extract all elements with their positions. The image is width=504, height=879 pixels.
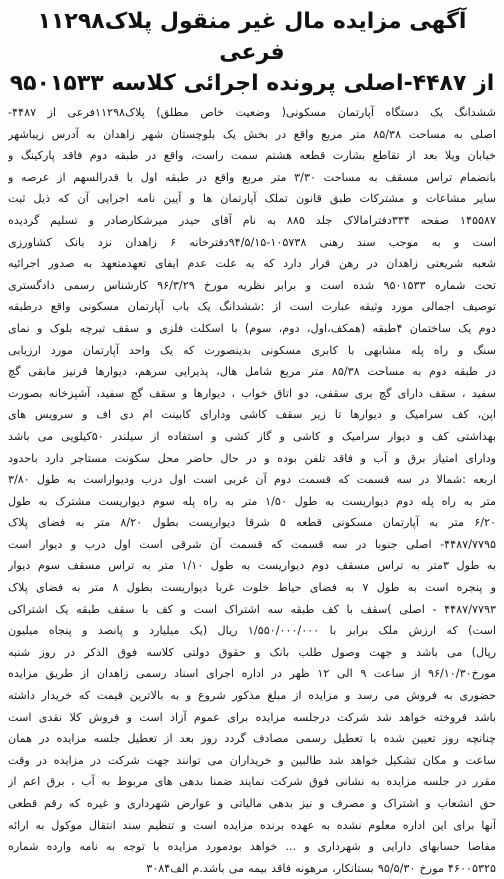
notice-body-line: اصلی به مساحت ۸۵/۳۸ متر مربع واقع در بخش یک بلوچستان شهر زاهدان به آدرس زیباشهر — [8, 127, 496, 141]
notice-body-line: مفاصا حسابهای دارایی و شهرداری و ... خواهد بودمورد مزایده با توجه به نامه وارده شماره — [8, 840, 496, 854]
notice-body-line: ۴۴۸۷/۷۷۹۳ - اصلی )سقف با کف طبقه سه اشتراک است و کف با سقف طبقه یک اشتراکی — [8, 602, 496, 616]
notice-body-line: بهداشتی کف و دیوار سرامیک و کاشی و گاز کشی و استفاده از سیلندر ۵۰کیلویی می باشد — [8, 429, 496, 443]
notice-body-line: متر به راه پله دوم دیواریست به طول ۱/۵۰ متر به راه پله سوم دیواریست مشترک به طول — [8, 494, 496, 508]
notice-body-line: شعبه شریعتی زاهدان در رهن قرار دارد که به علت عدم ایفای تعهدمتعهد به صدور اجرائیه — [8, 257, 496, 271]
notice-title — [8, 6, 496, 99]
notice-body-line: باشد فروخته خواهد شد شرکت درجلسه مزایده برای عموم آزاد است و فروش کلا نقدی است — [8, 710, 496, 724]
notice-body-line: ۴۶۰۰۵۳۲۵ مورخ ۹۵/۵/۳۰ بستانکار، مرهونه فاقد بیمه می باشد.م الف۳۰۸۴ — [146, 861, 496, 875]
notice-title-line-2: از ۴۴۸۷-اصلی پرونده اجرائی کلاسه ۹۵۰۱۵۳۳ — [9, 71, 495, 96]
notice-title-line-1: آگهی مزایده مال غیر منقول پلاک۱۱۲۹۸ فرعی — [37, 9, 467, 65]
notice-body-line: خیابان ویلا بعد از تقاطع بشارت قطعه هشتم سمت راست، واقع در طبقه دوم فاقد پارکینگ و — [8, 149, 496, 163]
notice-body-line: مقرر در جلسه مزایده به نشانی فوق شرکت نمایند ضمنا بدهی های مربوط به آب ، برق اعم از — [8, 775, 496, 789]
notice-body-line: ۶/۲۰ متر به آپارتمان مسکونی قطعه ۵ شرقا دیواریست بطول ۸/۲۰ متر به فضای پلاک — [8, 516, 496, 530]
notice-body-line: ششدانگ یک دستگاه آپارتمان مسکونی( وضعیت خاص مطلق) پلاک۱۱۲۹۸فرعی از ۴۴۸۷- — [8, 106, 496, 119]
notice-body-line: است) که ارزش ملک برابر با ۱/۵۵۰/۰۰۰/۰۰۰ ریال (یک میلیارد و پانصد و پنجاه میلیون — [8, 624, 496, 638]
notice-body-line: دوم یک ساختمان ۴طبقه (همکف،اول، دوم، سوم) با اسکلت فلزی و سقف تیرچه بلوک و نمای — [8, 321, 496, 335]
notice-body — [8, 102, 496, 879]
notice-body-line: سایر مشاعات و مشترکات طبق قانون تملک آپارتمان ها و آیین نامه اجرایی آن که ذیل ثبت — [8, 192, 496, 206]
notice-body-line: اربعه :شمالا در سه قسمت که قسمت دوم آن غربی است اول درب ودیواراست به طول ۳/۸۰ — [8, 473, 496, 487]
notice-body-line: ۱۴۵۵۸۷ صفحه ۳۳۴دفترامالاک جلد ۸۸۵ به نام آقای حیدر میرشکارصادر و تسلیم گردیده — [8, 213, 496, 227]
notice-body-line: تحت شماره ۹۵۰۱۵۳۳ شده است و برابر نظریه مورخ ۹۶/۳/۲۹ کارشناس رسمی دادگستری — [8, 278, 496, 292]
notice-body-line: بانضمام تراس مسقف به مساحت ۳/۳۰ متر مربع واقع در طبقه اول با قدرالسهم از عرصه و — [8, 170, 496, 184]
notice-body-line: حق انشعاب و اشتراک و مصرف و نیز بدهی مالیاتی و عوارض شهرداری و غیره که رقم قطعی — [8, 797, 496, 810]
notice-body-line: آنها برای این اداره معلوم نشده به عهده برنده مزایده است و تنظیم سند انتقال موکول به ارائه — [8, 818, 496, 832]
notice-body-line: سفید ، سقف دارای گچ بری سقفی، دو اتاق خواب ، دیوارها و سقف گچ سفید، آشپزخانه بصورت — [8, 386, 496, 400]
notice-body-line: حضوری به فروش می رسد و مزایده از مبلغ مذکور شروع و به بالاترین قیمت که خریدار داشته — [8, 689, 496, 703]
notice-body-line: اپن، کف سرامیک و دیوارها تا زیر سقف کاشی ودارای کابینت ام دی اف و سرویس های — [8, 408, 496, 422]
notice-body-line: مورخ۹۶/۱۰/۳۰ از ساعت ۹ الی ۱۲ ظهر در اداره اجرای اسناد رسمی زاهدان از طریق مزایده — [8, 667, 496, 681]
notice-body-line: ریال) می باشد و جهت وصول طلب بانک و حقوق دولتی کلاسه فوق الذکر در روز شنبه — [8, 645, 496, 659]
notice-body-line: ۴۴۸۷/۷۷۹۵- اصلی جنوبا در سه قسمت که قسمت آن شرقی است اول درب و دیوار است — [8, 537, 496, 551]
notice-body-line: ساعت و مکان تشکیل خواهد شد طالبین و خریداران می توانند جهت شرکت در مزایده در وقت — [8, 753, 496, 767]
notice-body-line: توصیف اجمالی مورد وثیقه عبارت است از :ششدانگ یک باب آپارتمان مسکونی واقع درطبقه — [8, 300, 496, 314]
notice-body-line: به طول ۳متر به تراس مسقف دوم دیواریست به طول ۱/۱۰ متر به تراس مسقف سوم دیوار — [8, 559, 496, 573]
notice-body-line: چنانچه روز تعیین شده با تعطیل رسمی مصادف گردد روز بعد از تعطیل جلسه مزایده در همان — [8, 732, 496, 746]
notice-body-line: در طبقه دوم به مساحت ۸۵/۳۸ متر مربع شامل هال، پذیرایی سرهم، دیوارها قرنیز مابقی گچ — [8, 365, 496, 379]
notice-body-line: سنگ و راه پله مشابهی با کابری مسکونی بدینصورت که یک واحد آپارتمان مورد ارزیابی — [8, 343, 496, 357]
notice-body-line: است و به موجب سند رهنی ۱۰۵۷۳۸-۹۴/۵/۱۵دفترخانه ۶ زاهدان نزد بانک کشاورزی — [8, 235, 496, 249]
notice-body-line: و پنجره است به طول ۷ به فضای حیاط خلوت غربا دیواریست بطول ۸ متر به فضای پلاک — [8, 581, 496, 595]
notice-body-line: ودارای امتیاز برق و آب و فاقد تلفن بوده و در حال حاضر محل سکونت مستاجر دارد باحدود — [8, 451, 496, 465]
